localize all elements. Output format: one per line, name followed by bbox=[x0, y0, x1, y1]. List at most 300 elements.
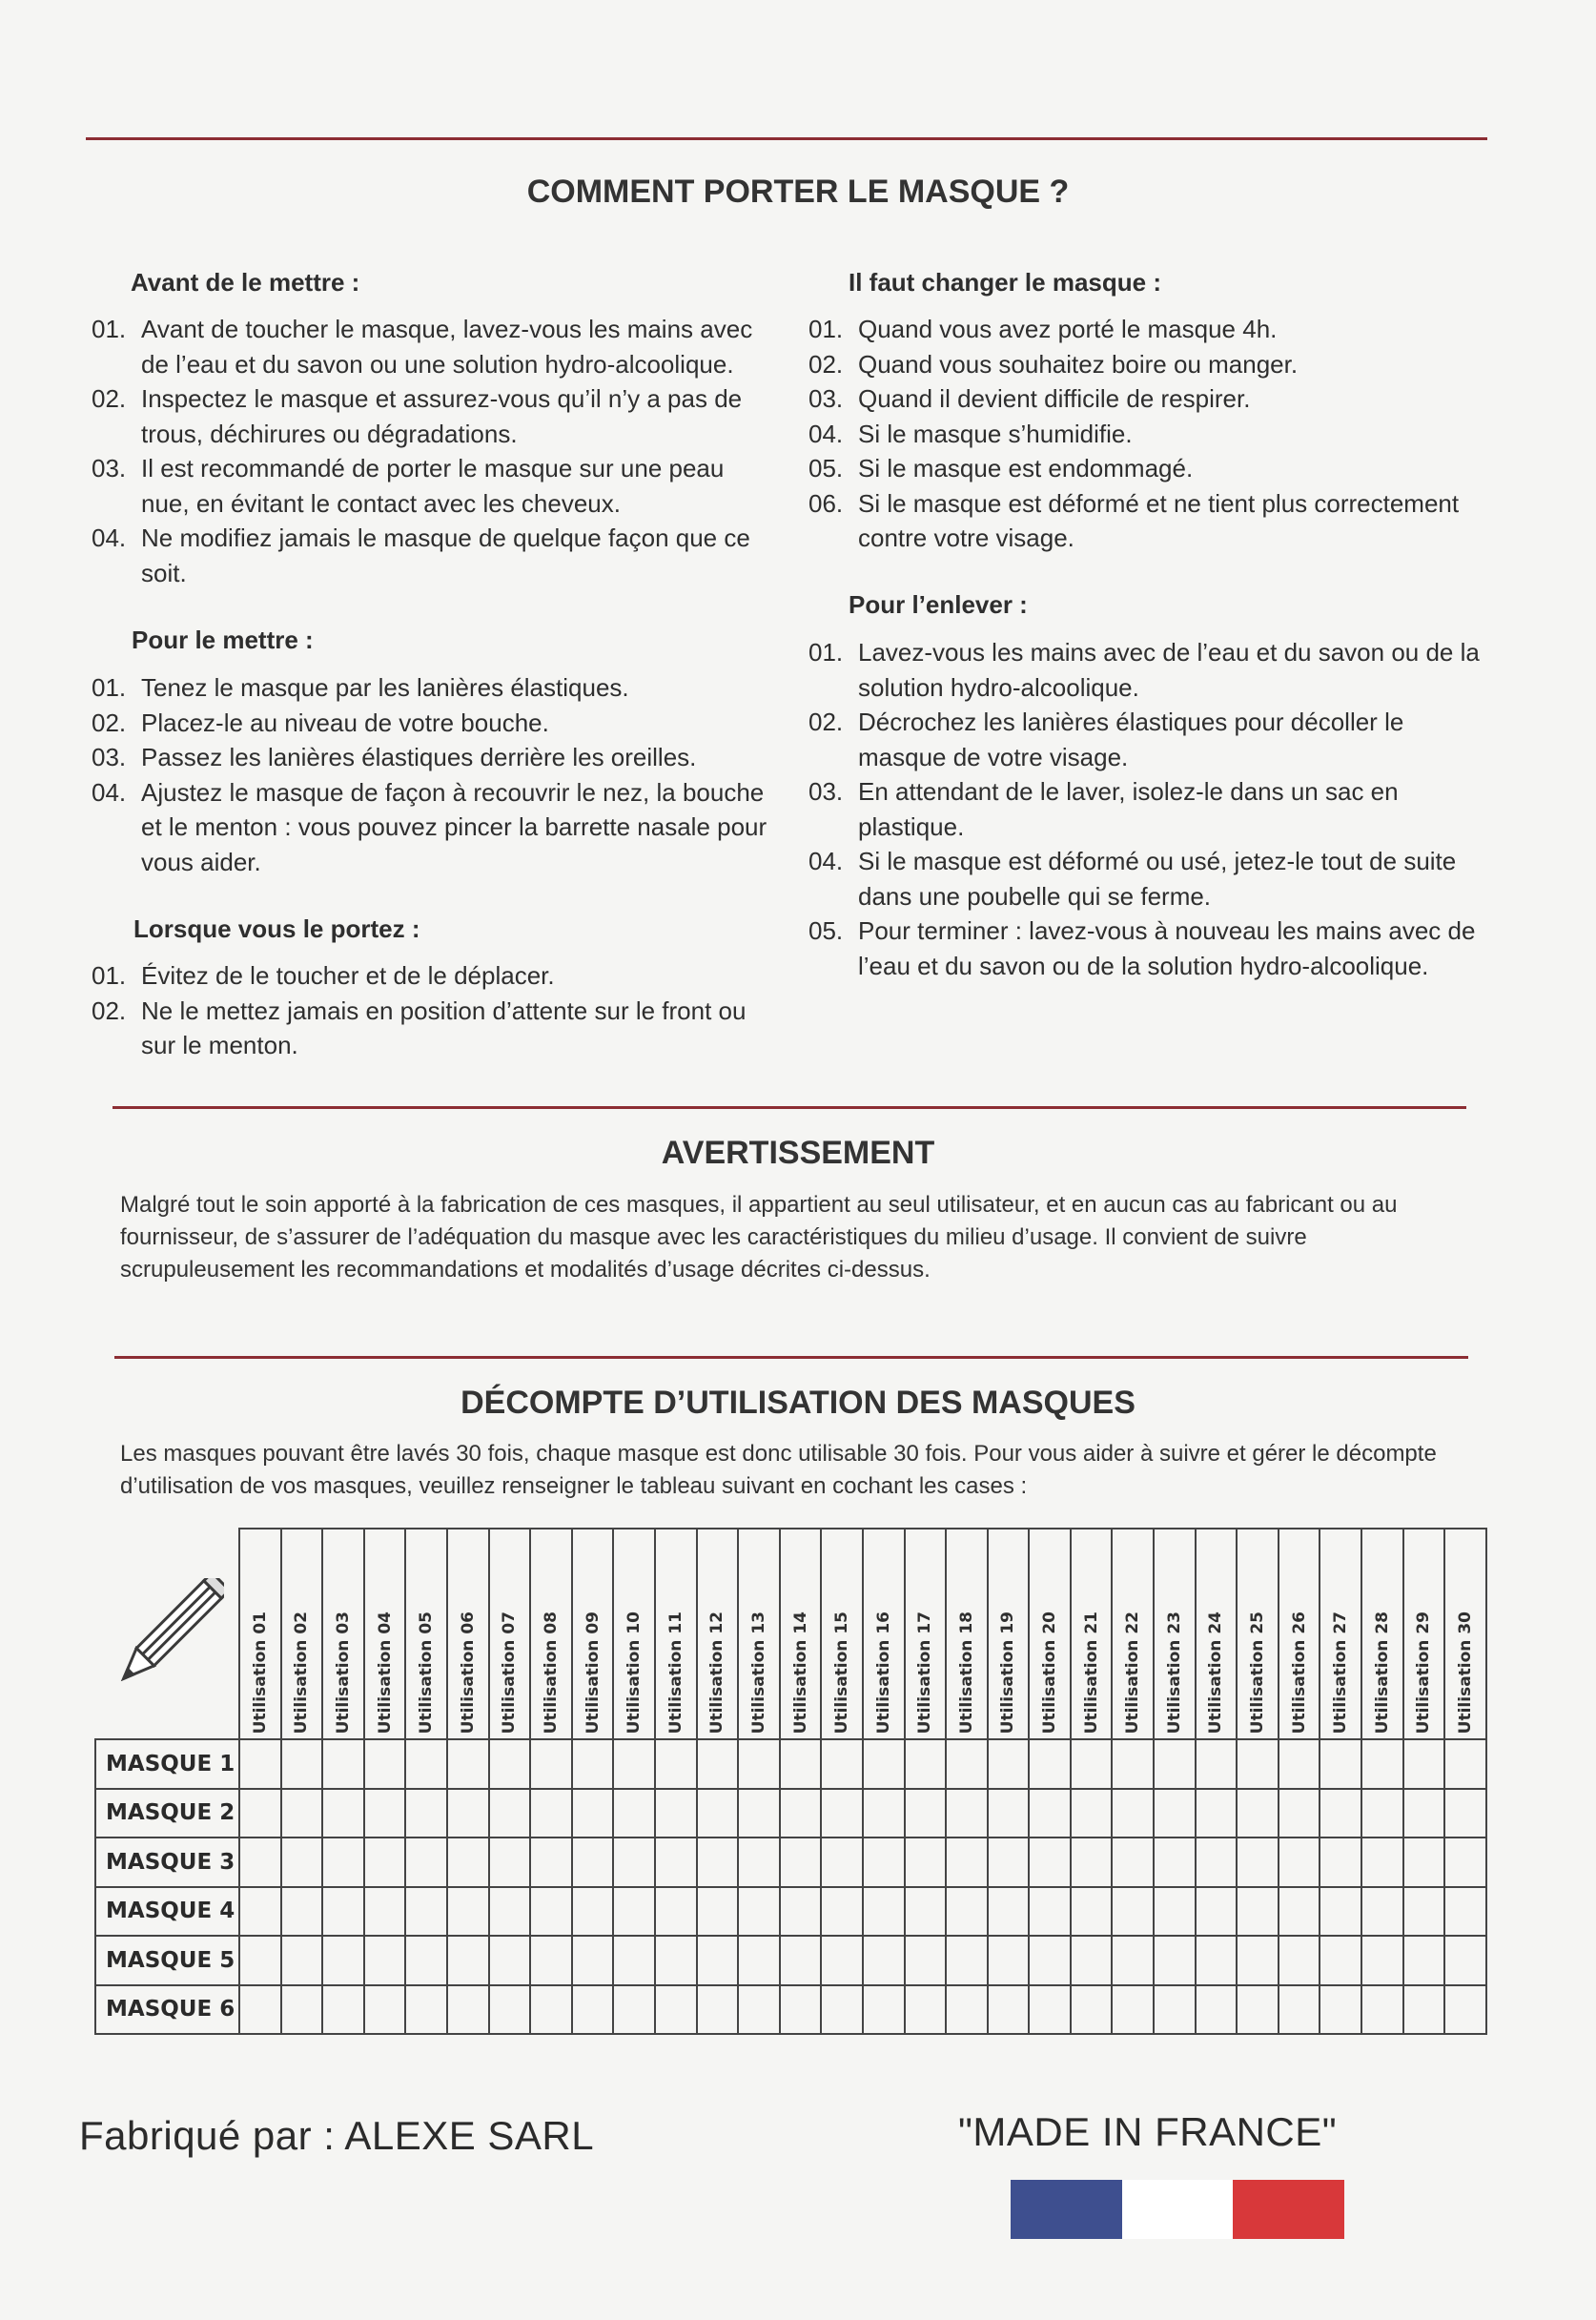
usage-checkbox-cell[interactable] bbox=[1320, 1789, 1361, 1838]
item-number: 02. bbox=[808, 708, 844, 736]
column-label: Utilisation 30 bbox=[1456, 1611, 1476, 1734]
usage-checkbox-cell[interactable] bbox=[1112, 1887, 1154, 1937]
usage-checkbox-cell[interactable] bbox=[447, 1985, 489, 2035]
mask-label: MASQUE 3 bbox=[95, 1838, 239, 1887]
usage-checkbox-cell[interactable] bbox=[1279, 1936, 1320, 1985]
usage-column-header bbox=[1403, 1529, 1445, 1739]
table-row bbox=[95, 1838, 1486, 1887]
usage-checkbox-cell[interactable] bbox=[697, 1985, 739, 2035]
usage-checkbox-cell[interactable] bbox=[1029, 1739, 1071, 1789]
item-number: 04. bbox=[808, 847, 844, 875]
item-number: 04. bbox=[92, 524, 127, 552]
column-label: Utilisation 02 bbox=[292, 1611, 312, 1734]
usage-checkbox-cell[interactable] bbox=[530, 1838, 572, 1887]
usage-checkbox-cell[interactable] bbox=[1403, 1936, 1445, 1985]
item-text: Décrochez les lanières élastiques pour décoller le masque de votre visage. bbox=[858, 708, 1404, 771]
usage-checkbox-cell[interactable] bbox=[1154, 1838, 1196, 1887]
usage-checkbox-cell[interactable] bbox=[281, 1887, 323, 1937]
table-row bbox=[95, 1936, 1486, 1985]
usage-checkbox-cell[interactable] bbox=[489, 1739, 531, 1789]
usage-checkbox-cell[interactable] bbox=[239, 1838, 281, 1887]
usage-checkbox-cell[interactable] bbox=[322, 1789, 364, 1838]
usage-checkbox-cell[interactable] bbox=[780, 1838, 822, 1887]
usage-checkbox-cell[interactable] bbox=[1444, 1936, 1486, 1985]
usage-checkbox-cell[interactable] bbox=[821, 1789, 863, 1838]
usage-checkbox-cell[interactable] bbox=[1196, 1739, 1238, 1789]
usage-checkbox-cell[interactable] bbox=[1154, 1887, 1196, 1937]
usage-checkbox-cell[interactable] bbox=[1029, 1838, 1071, 1887]
usage-checkbox-cell[interactable] bbox=[1112, 1936, 1154, 1985]
usage-checkbox-cell[interactable] bbox=[1403, 1739, 1445, 1789]
usage-checkbox-cell[interactable] bbox=[1154, 1936, 1196, 1985]
usage-checkbox-cell[interactable] bbox=[447, 1739, 489, 1789]
usage-checkbox-cell[interactable] bbox=[281, 1985, 323, 2035]
usage-checkbox-cell[interactable] bbox=[988, 1789, 1030, 1838]
item-number: 03. bbox=[808, 777, 844, 806]
column-label: Utilisation 19 bbox=[998, 1611, 1018, 1734]
usage-checkbox-cell[interactable] bbox=[821, 1985, 863, 2035]
usage-column-header bbox=[946, 1529, 988, 1739]
usage-checkbox-cell[interactable] bbox=[697, 1936, 739, 1985]
usage-checkbox-cell[interactable] bbox=[239, 1789, 281, 1838]
usage-checkbox-cell[interactable] bbox=[821, 1887, 863, 1937]
usage-checkbox-cell[interactable] bbox=[1071, 1936, 1113, 1985]
usage-checkbox-cell[interactable] bbox=[1444, 1887, 1486, 1937]
usage-checkbox-cell[interactable] bbox=[447, 1789, 489, 1838]
how-to-title: COMMENT PORTER LE MASQUE ? bbox=[526, 174, 1070, 210]
usage-checkbox-cell[interactable] bbox=[613, 1887, 655, 1937]
warning-divider bbox=[113, 1106, 1466, 1109]
maker-label: Fabriqué par : ALEXE SARL bbox=[79, 2113, 595, 2158]
usage-checkbox-cell[interactable] bbox=[1403, 1887, 1445, 1937]
usage-checkbox-cell[interactable] bbox=[655, 1789, 697, 1838]
usage-checkbox-cell[interactable] bbox=[1237, 1789, 1279, 1838]
item-text: Placez-le au niveau de votre bouche. bbox=[141, 708, 549, 737]
usage-column-header bbox=[447, 1529, 489, 1739]
usage-checkbox-cell[interactable] bbox=[1361, 1739, 1403, 1789]
list-item bbox=[808, 381, 1476, 417]
usage-checkbox-cell[interactable] bbox=[988, 1838, 1030, 1887]
usage-checkbox-cell[interactable] bbox=[905, 1789, 947, 1838]
usage-checkbox-cell[interactable] bbox=[780, 1789, 822, 1838]
list-item bbox=[92, 312, 778, 381]
usage-checkbox-cell[interactable] bbox=[1237, 1838, 1279, 1887]
usage-checkbox-cell[interactable] bbox=[1237, 1887, 1279, 1937]
usage-checkbox-cell[interactable] bbox=[780, 1739, 822, 1789]
usage-checkbox-cell[interactable] bbox=[946, 1985, 988, 2035]
usage-column-header bbox=[1029, 1529, 1071, 1739]
flag-blue-band bbox=[1011, 2180, 1122, 2239]
usage-checkbox-cell[interactable] bbox=[780, 1936, 822, 1985]
item-text: Il est recommandé de porter le masque sur une peau nue, en évitant le contact avec les cheveux. bbox=[141, 454, 725, 518]
usage-checkbox-cell[interactable] bbox=[655, 1739, 697, 1789]
usage-checkbox-cell[interactable] bbox=[1154, 1739, 1196, 1789]
usage-checkbox-cell[interactable] bbox=[613, 1936, 655, 1985]
table-row bbox=[95, 1887, 1486, 1937]
column-label: Utilisation 01 bbox=[250, 1611, 270, 1734]
list-item bbox=[808, 451, 1476, 486]
usage-checkbox-cell[interactable] bbox=[613, 1838, 655, 1887]
usage-checkbox-cell[interactable] bbox=[988, 1985, 1030, 2035]
usage-column-header bbox=[530, 1529, 572, 1739]
usage-column-header bbox=[863, 1529, 905, 1739]
usage-checkbox-cell[interactable] bbox=[1154, 1789, 1196, 1838]
usage-checkbox-cell[interactable] bbox=[1361, 1985, 1403, 2035]
usage-checkbox-cell[interactable] bbox=[322, 1739, 364, 1789]
usage-checkbox-cell[interactable] bbox=[1320, 1985, 1361, 2035]
usage-checkbox-cell[interactable] bbox=[364, 1985, 406, 2035]
usage-checkbox-cell[interactable] bbox=[655, 1838, 697, 1887]
column-label: Utilisation 13 bbox=[748, 1611, 768, 1734]
mask-label: MASQUE 6 bbox=[95, 1985, 239, 2035]
flag-red-band bbox=[1233, 2180, 1344, 2239]
column-label: Utilisation 25 bbox=[1248, 1611, 1268, 1734]
usage-checkbox-cell[interactable] bbox=[821, 1739, 863, 1789]
usage-checkbox-cell[interactable] bbox=[1361, 1789, 1403, 1838]
usage-checkbox-cell[interactable] bbox=[489, 1936, 531, 1985]
usage-checkbox-cell[interactable] bbox=[405, 1985, 447, 2035]
flag-white-band bbox=[1122, 2180, 1234, 2239]
item-text: Inspectez le masque et assurez-vous qu’il n’y a pas de trous, déchirures ou dégradations. bbox=[141, 384, 743, 448]
item-number: 06. bbox=[808, 488, 844, 518]
mask-label: MASQUE 5 bbox=[95, 1936, 239, 1985]
put-on-list bbox=[92, 670, 778, 879]
list-item bbox=[808, 312, 1476, 347]
usage-checkbox-cell[interactable] bbox=[405, 1887, 447, 1937]
table-row bbox=[95, 1985, 1486, 2035]
usage-checkbox-cell[interactable] bbox=[1279, 1887, 1320, 1937]
item-text: Évitez de le toucher et de le déplacer. bbox=[141, 961, 555, 990]
usage-checkbox-cell[interactable] bbox=[447, 1936, 489, 1985]
usage-checkbox-cell[interactable] bbox=[239, 1887, 281, 1937]
usage-checkbox-cell[interactable] bbox=[655, 1887, 697, 1937]
usage-checkbox-cell[interactable] bbox=[1112, 1838, 1154, 1887]
usage-column-header bbox=[1154, 1529, 1196, 1739]
usage-checkbox-cell[interactable] bbox=[863, 1887, 905, 1937]
list-item bbox=[92, 740, 778, 775]
usage-checkbox-cell[interactable] bbox=[364, 1887, 406, 1937]
usage-checkbox-cell[interactable] bbox=[281, 1789, 323, 1838]
usage-checkbox-cell[interactable] bbox=[1237, 1936, 1279, 1985]
usage-checkbox-cell[interactable] bbox=[697, 1739, 739, 1789]
usage-checkbox-cell[interactable] bbox=[1071, 1985, 1113, 2035]
usage-checkbox-cell[interactable] bbox=[1196, 1936, 1238, 1985]
usage-checkbox-cell[interactable] bbox=[281, 1936, 323, 1985]
usage-column-header bbox=[1279, 1529, 1320, 1739]
item-number: 02. bbox=[92, 996, 127, 1025]
wearing-heading: Lorsque vous le portez : bbox=[133, 914, 420, 943]
usage-checkbox-cell[interactable] bbox=[405, 1936, 447, 1985]
usage-checkbox-cell[interactable] bbox=[239, 1985, 281, 2035]
column-label: Utilisation 09 bbox=[583, 1611, 603, 1734]
usage-checkbox-cell[interactable] bbox=[447, 1887, 489, 1937]
french-flag bbox=[1011, 2180, 1344, 2239]
usage-checkbox-cell[interactable] bbox=[1279, 1789, 1320, 1838]
usage-checkbox-cell[interactable] bbox=[1279, 1838, 1320, 1887]
usage-checkbox-cell[interactable] bbox=[322, 1838, 364, 1887]
usage-checkbox-cell[interactable] bbox=[613, 1985, 655, 2035]
usage-column-header bbox=[1444, 1529, 1486, 1739]
usage-checkbox-cell[interactable] bbox=[405, 1838, 447, 1887]
usage-checkbox-cell[interactable] bbox=[946, 1739, 988, 1789]
usage-column-header bbox=[1320, 1529, 1361, 1739]
usage-checkbox-cell[interactable] bbox=[239, 1739, 281, 1789]
usage-checkbox-cell[interactable] bbox=[489, 1789, 531, 1838]
usage-checkbox-cell[interactable] bbox=[863, 1985, 905, 2035]
item-number: 04. bbox=[92, 777, 127, 807]
usage-checkbox-cell[interactable] bbox=[1196, 1887, 1238, 1937]
usage-checkbox-cell[interactable] bbox=[613, 1739, 655, 1789]
item-text: Ne modifiez jamais le masque de quelque façon que ce soit. bbox=[141, 524, 750, 587]
usage-checkbox-cell[interactable] bbox=[1029, 1985, 1071, 2035]
column-label: Utilisation 10 bbox=[624, 1611, 645, 1734]
usage-checkbox-cell[interactable] bbox=[1361, 1936, 1403, 1985]
item-number: 03. bbox=[92, 454, 127, 482]
usage-column-header bbox=[905, 1529, 947, 1739]
item-number: 01. bbox=[92, 315, 127, 343]
usage-checkbox-cell[interactable] bbox=[1320, 1838, 1361, 1887]
table-corner bbox=[95, 1529, 239, 1739]
usage-column-header bbox=[572, 1529, 614, 1739]
usage-checkbox-cell[interactable] bbox=[1279, 1739, 1320, 1789]
usage-checkbox-cell[interactable] bbox=[1237, 1985, 1279, 2035]
item-number: 04. bbox=[808, 419, 844, 448]
item-number: 01. bbox=[92, 673, 127, 702]
usage-checkbox-cell[interactable] bbox=[905, 1936, 947, 1985]
usage-checkbox-cell[interactable] bbox=[1196, 1838, 1238, 1887]
usage-checkbox-cell[interactable] bbox=[1403, 1789, 1445, 1838]
put-on-heading: Pour le mettre : bbox=[132, 626, 314, 654]
usage-checkbox-cell[interactable] bbox=[530, 1739, 572, 1789]
usage-checkbox-cell[interactable] bbox=[988, 1739, 1030, 1789]
usage-checkbox-cell[interactable] bbox=[1196, 1985, 1238, 2035]
usage-checkbox-cell[interactable] bbox=[1071, 1789, 1113, 1838]
usage-checkbox-cell[interactable] bbox=[946, 1838, 988, 1887]
column-label: Utilisation 08 bbox=[541, 1611, 561, 1734]
item-number: 05. bbox=[808, 454, 844, 482]
list-item bbox=[808, 705, 1485, 774]
table-row bbox=[95, 1739, 1486, 1789]
usage-checkbox-cell[interactable] bbox=[530, 1936, 572, 1985]
item-text: Pour terminer : lavez-vous à nouveau les mains avec de l’eau et du savon ou de la solution hydro-alcoolique. bbox=[858, 916, 1476, 980]
usage-checkbox-cell[interactable] bbox=[905, 1887, 947, 1937]
usage-column-header bbox=[738, 1529, 780, 1739]
column-label: Utilisation 17 bbox=[915, 1611, 935, 1734]
list-item bbox=[808, 914, 1485, 983]
usage-header-row bbox=[95, 1529, 1486, 1739]
usage-column-header bbox=[697, 1529, 739, 1739]
item-text: Si le masque est déformé et ne tient plus correctement contre votre visage. bbox=[858, 488, 1460, 552]
made-in-france-label: "MADE IN FRANCE" bbox=[958, 2109, 1338, 2154]
usage-checkbox-cell[interactable] bbox=[863, 1936, 905, 1985]
usage-checkbox-cell[interactable] bbox=[281, 1739, 323, 1789]
usage-checkbox-cell[interactable] bbox=[946, 1789, 988, 1838]
column-label: Utilisation 27 bbox=[1331, 1611, 1351, 1734]
usage-checkbox-cell[interactable] bbox=[905, 1739, 947, 1789]
usage-checkbox-cell[interactable] bbox=[1320, 1887, 1361, 1937]
usage-checkbox-cell[interactable] bbox=[572, 1739, 614, 1789]
usage-checkbox-cell[interactable] bbox=[655, 1985, 697, 2035]
usage-checkbox-cell[interactable] bbox=[1071, 1838, 1113, 1887]
usage-checkbox-cell[interactable] bbox=[655, 1936, 697, 1985]
usage-checkbox-cell[interactable] bbox=[1444, 1985, 1486, 2035]
item-text: Quand vous avez porté le masque 4h. bbox=[858, 315, 1278, 343]
remove-list bbox=[808, 635, 1485, 983]
usage-checkbox-cell[interactable] bbox=[530, 1887, 572, 1937]
usage-checkbox-cell[interactable] bbox=[738, 1936, 780, 1985]
usage-checkbox-cell[interactable] bbox=[281, 1838, 323, 1887]
list-item bbox=[92, 670, 778, 706]
usage-column-header bbox=[239, 1529, 281, 1739]
usage-column-header bbox=[780, 1529, 822, 1739]
usage-checkbox-cell[interactable] bbox=[364, 1936, 406, 1985]
usage-checkbox-cell[interactable] bbox=[1444, 1789, 1486, 1838]
usage-column-header bbox=[1196, 1529, 1238, 1739]
column-label: Utilisation 21 bbox=[1081, 1611, 1101, 1734]
usage-checkbox-cell[interactable] bbox=[364, 1789, 406, 1838]
usage-checkbox-cell[interactable] bbox=[1196, 1789, 1238, 1838]
usage-column-header bbox=[613, 1529, 655, 1739]
usage-checkbox-cell[interactable] bbox=[738, 1739, 780, 1789]
item-number: 01. bbox=[808, 315, 844, 343]
usage-checkbox-cell[interactable] bbox=[1444, 1838, 1486, 1887]
list-item bbox=[808, 774, 1485, 844]
usage-checkbox-cell[interactable] bbox=[322, 1887, 364, 1937]
usage-checkbox-cell[interactable] bbox=[1444, 1739, 1486, 1789]
column-label: Utilisation 03 bbox=[333, 1611, 353, 1734]
usage-checkbox-cell[interactable] bbox=[1320, 1936, 1361, 1985]
item-text: Ajustez le masque de façon à recouvrir le nez, la bouche et le menton : vous pouvez pincer la barrette nasale pour vous aider. bbox=[141, 777, 767, 876]
usage-checkbox-cell[interactable] bbox=[1237, 1739, 1279, 1789]
usage-checkbox-cell[interactable] bbox=[821, 1936, 863, 1985]
usage-checkbox-cell[interactable] bbox=[572, 1789, 614, 1838]
mask-label: MASQUE 2 bbox=[95, 1789, 239, 1838]
usage-checkbox-cell[interactable] bbox=[946, 1936, 988, 1985]
column-label: Utilisation 23 bbox=[1164, 1611, 1184, 1734]
usage-checkbox-cell[interactable] bbox=[697, 1887, 739, 1937]
usage-checkbox-cell[interactable] bbox=[489, 1838, 531, 1887]
item-text: Avant de toucher le masque, lavez-vous les mains avec de l’eau et du savon ou une solution hydro-alcoolique. bbox=[141, 315, 753, 379]
usage-checkbox-cell[interactable] bbox=[1112, 1985, 1154, 2035]
usage-checkbox-cell[interactable] bbox=[572, 1887, 614, 1937]
item-number: 01. bbox=[92, 961, 127, 990]
usage-checkbox-cell[interactable] bbox=[1154, 1985, 1196, 2035]
usage-column-header bbox=[821, 1529, 863, 1739]
list-item bbox=[808, 486, 1476, 556]
count-divider bbox=[114, 1356, 1468, 1359]
usage-checkbox-cell[interactable] bbox=[530, 1985, 572, 2035]
item-text: Si le masque est déformé ou usé, jetez-le tout de suite dans une poubelle qui se ferme. bbox=[858, 847, 1457, 911]
usage-table bbox=[94, 1528, 1487, 2035]
item-number: 02. bbox=[92, 384, 127, 413]
remove-heading: Pour l’enlever : bbox=[849, 590, 1028, 619]
usage-checkbox-cell[interactable] bbox=[1029, 1789, 1071, 1838]
item-text: Quand vous souhaitez boire ou manger. bbox=[858, 349, 1299, 379]
usage-checkbox-cell[interactable] bbox=[1071, 1887, 1113, 1937]
usage-checkbox-cell[interactable] bbox=[1071, 1739, 1113, 1789]
usage-checkbox-cell[interactable] bbox=[1361, 1887, 1403, 1937]
usage-checkbox-cell[interactable] bbox=[405, 1739, 447, 1789]
usage-body bbox=[95, 1739, 1486, 2034]
usage-checkbox-cell[interactable] bbox=[489, 1985, 531, 2035]
top-divider bbox=[86, 137, 1487, 140]
usage-checkbox-cell[interactable] bbox=[738, 1887, 780, 1937]
list-item bbox=[808, 417, 1476, 452]
usage-checkbox-cell[interactable] bbox=[572, 1985, 614, 2035]
column-label: Utilisation 29 bbox=[1414, 1611, 1434, 1734]
mask-label: MASQUE 4 bbox=[95, 1887, 239, 1937]
usage-checkbox-cell[interactable] bbox=[697, 1789, 739, 1838]
usage-checkbox-cell[interactable] bbox=[364, 1838, 406, 1887]
column-label: Utilisation 04 bbox=[375, 1611, 395, 1734]
usage-checkbox-cell[interactable] bbox=[863, 1739, 905, 1789]
list-item bbox=[808, 635, 1485, 705]
usage-checkbox-cell[interactable] bbox=[322, 1985, 364, 2035]
usage-checkbox-cell[interactable] bbox=[988, 1936, 1030, 1985]
usage-checkbox-cell[interactable] bbox=[738, 1838, 780, 1887]
usage-checkbox-cell[interactable] bbox=[946, 1887, 988, 1937]
usage-checkbox-cell[interactable] bbox=[863, 1838, 905, 1887]
usage-checkbox-cell[interactable] bbox=[1320, 1739, 1361, 1789]
usage-checkbox-cell[interactable] bbox=[530, 1789, 572, 1838]
column-label: Utilisation 22 bbox=[1123, 1611, 1143, 1734]
usage-column-header bbox=[1112, 1529, 1154, 1739]
item-text: Tenez le masque par les lanières élastiques. bbox=[141, 673, 629, 702]
usage-checkbox-cell[interactable] bbox=[1361, 1838, 1403, 1887]
usage-checkbox-cell[interactable] bbox=[1403, 1838, 1445, 1887]
usage-checkbox-cell[interactable] bbox=[1029, 1887, 1071, 1937]
usage-checkbox-cell[interactable] bbox=[863, 1789, 905, 1838]
usage-checkbox-cell[interactable] bbox=[405, 1789, 447, 1838]
usage-checkbox-cell[interactable] bbox=[1279, 1985, 1320, 2035]
usage-checkbox-cell[interactable] bbox=[780, 1985, 822, 2035]
list-item bbox=[92, 994, 778, 1063]
column-label: Utilisation 06 bbox=[458, 1611, 478, 1734]
usage-checkbox-cell[interactable] bbox=[613, 1789, 655, 1838]
usage-checkbox-cell[interactable] bbox=[572, 1838, 614, 1887]
count-text: Les masques pouvant être lavés 30 fois, chaque masque est donc utilisable 30 fois. Pour vous aider à suivre et gérer le décompte d’utilisation de vos masques, veuillez renseigner le tableau suivant en cochant les cases : bbox=[120, 1441, 1437, 1499]
usage-checkbox-cell[interactable] bbox=[780, 1887, 822, 1937]
usage-checkbox-cell[interactable] bbox=[988, 1887, 1030, 1937]
usage-checkbox-cell[interactable] bbox=[1029, 1936, 1071, 1985]
item-number: 03. bbox=[808, 384, 844, 413]
usage-checkbox-cell[interactable] bbox=[1112, 1789, 1154, 1838]
usage-checkbox-cell[interactable] bbox=[697, 1838, 739, 1887]
item-text: En attendant de le laver, isolez-le dans un sac en plastique. bbox=[858, 777, 1399, 841]
usage-checkbox-cell[interactable] bbox=[738, 1985, 780, 2035]
usage-checkbox-cell[interactable] bbox=[447, 1838, 489, 1887]
usage-checkbox-cell[interactable] bbox=[1403, 1985, 1445, 2035]
usage-checkbox-cell[interactable] bbox=[572, 1936, 614, 1985]
usage-checkbox-cell[interactable] bbox=[489, 1887, 531, 1937]
column-label: Utilisation 24 bbox=[1206, 1611, 1226, 1734]
usage-column-header bbox=[364, 1529, 406, 1739]
item-text: Quand il devient difficile de respirer. bbox=[858, 384, 1251, 413]
usage-checkbox-cell[interactable] bbox=[239, 1936, 281, 1985]
list-item bbox=[92, 706, 778, 741]
usage-checkbox-cell[interactable] bbox=[905, 1985, 947, 2035]
table-row bbox=[95, 1789, 1486, 1838]
usage-checkbox-cell[interactable] bbox=[322, 1936, 364, 1985]
usage-checkbox-cell[interactable] bbox=[905, 1838, 947, 1887]
list-item bbox=[92, 381, 778, 451]
usage-checkbox-cell[interactable] bbox=[364, 1739, 406, 1789]
column-label: Utilisation 18 bbox=[956, 1611, 976, 1734]
item-number: 02. bbox=[808, 349, 844, 379]
usage-checkbox-cell[interactable] bbox=[738, 1789, 780, 1838]
usage-checkbox-cell[interactable] bbox=[1112, 1739, 1154, 1789]
usage-checkbox-cell[interactable] bbox=[821, 1838, 863, 1887]
